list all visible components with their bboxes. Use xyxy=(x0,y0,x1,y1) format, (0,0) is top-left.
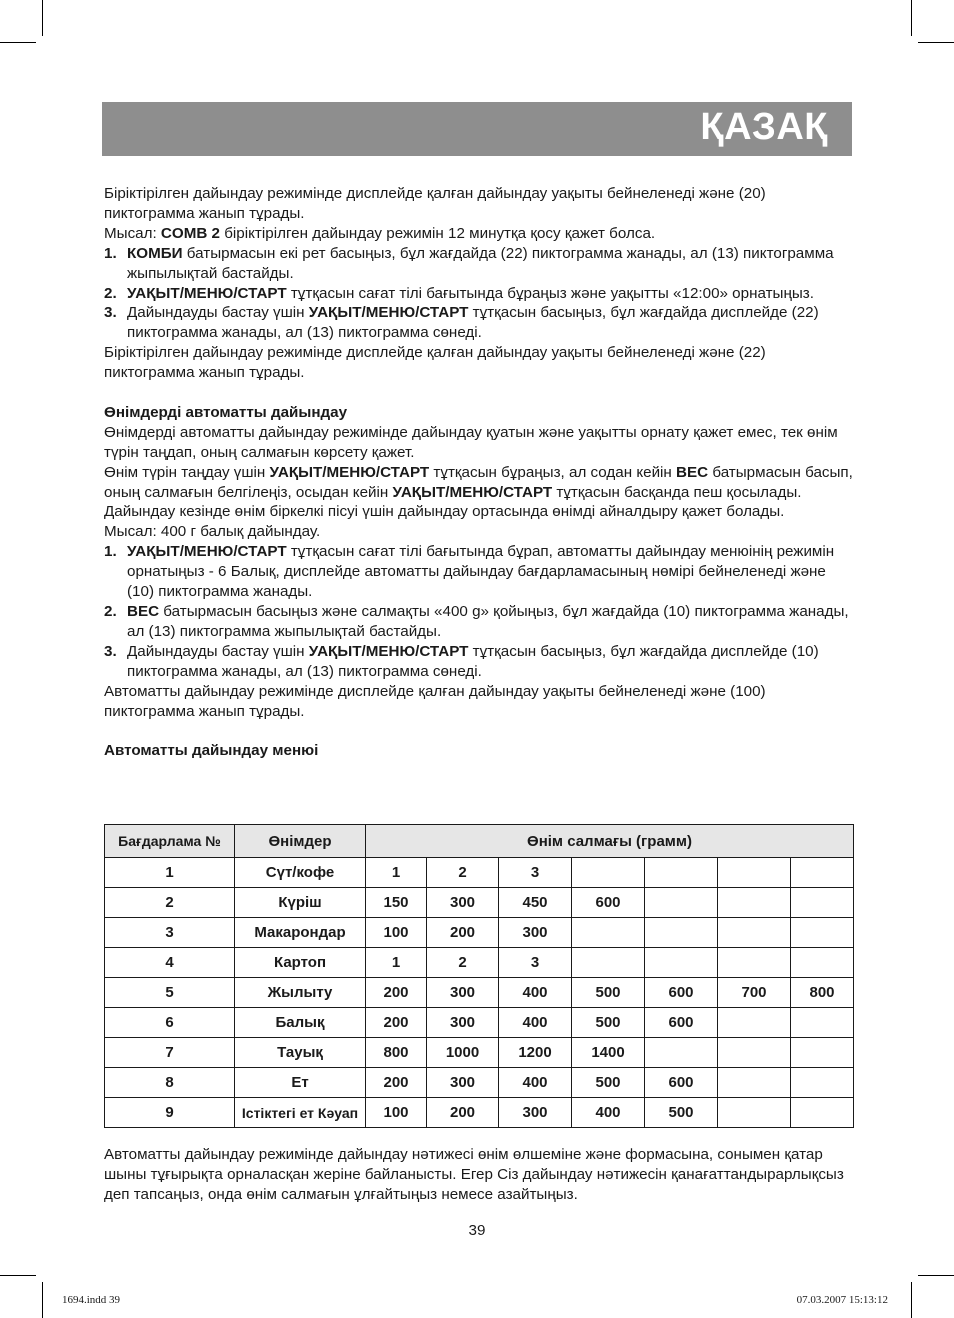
example-line: Мысал: 400 г балық дайындау. xyxy=(104,523,321,541)
weight-cell xyxy=(791,918,854,948)
weight-cell xyxy=(718,1008,791,1038)
weight-cell xyxy=(791,888,854,918)
weight-cell: 300 xyxy=(427,888,499,918)
weight-cell xyxy=(718,1068,791,1098)
page-number: 39 xyxy=(468,1222,486,1239)
product-cell: Жылыту xyxy=(235,978,366,1008)
table-row xyxy=(105,948,854,978)
header-program: Бағдарлама № xyxy=(105,825,235,858)
program-number-cell: 9 xyxy=(105,1098,235,1128)
timestamp-label: 07.03.2007 15:13:12 xyxy=(796,1294,888,1306)
table-row xyxy=(105,978,854,1008)
weight-cell: 600 xyxy=(572,888,645,918)
paragraph: Өнімдерді автоматты дайындау режимінде дайындау қуатын және уақытты орнату қажет емес, тек өнім түрін таңдап, оның салмағын көрсету қажет. xyxy=(104,423,838,461)
weight-cell: 1400 xyxy=(572,1038,645,1068)
product-cell: Істіктегі ет Кәуап xyxy=(235,1098,366,1128)
weight-cell xyxy=(718,1038,791,1068)
weight-cell xyxy=(645,888,718,918)
program-number-cell: 1 xyxy=(105,858,235,888)
program-number-cell: 8 xyxy=(105,1068,235,1098)
weight-cell xyxy=(718,888,791,918)
weight-cell: 600 xyxy=(645,1008,718,1038)
weight-cell xyxy=(718,1098,791,1128)
weight-cell: 1 xyxy=(366,858,427,888)
weight-cell: 500 xyxy=(645,1098,718,1128)
section-title: Өнімдерді автоматты дайындау xyxy=(104,403,348,421)
weight-cell: 500 xyxy=(572,1008,645,1038)
product-cell: Тауық xyxy=(235,1038,366,1068)
section-title: Автоматты дайындау менюі xyxy=(104,742,319,760)
language-header-bar xyxy=(102,102,852,156)
weight-cell xyxy=(718,858,791,888)
weight-cell xyxy=(791,1068,854,1098)
crop-mark xyxy=(42,0,43,36)
weight-cell xyxy=(645,1038,718,1068)
bottom-text xyxy=(104,1145,854,1205)
weight-cell xyxy=(718,948,791,978)
crop-mark xyxy=(911,0,912,36)
weight-cell: 600 xyxy=(645,978,718,1008)
weight-cell: 450 xyxy=(499,888,572,918)
language-title: ҚАЗАҚ xyxy=(700,106,828,148)
header-products: Өнімдер xyxy=(235,825,366,858)
program-number-cell: 4 xyxy=(105,948,235,978)
weight-cell: 500 xyxy=(572,978,645,1008)
list-item: 1. УАҚЫТ/МЕНЮ/СТАРТ тұтқасын сағат тілі бағытында бұрап, автоматты дайындау менюінің режимін орнатыңыз - 6 Балық, дисплейде автоматты дайындау бағдарламасының нөмірі бейнеленеді және (10) пиктограмма жанады. xyxy=(104,543,835,601)
weight-cell: 2 xyxy=(427,858,499,888)
table-row xyxy=(105,858,854,888)
weight-cell xyxy=(791,1038,854,1068)
weight-cell: 700 xyxy=(718,978,791,1008)
weight-cell xyxy=(572,918,645,948)
crop-mark xyxy=(0,1275,36,1276)
weight-cell: 400 xyxy=(572,1098,645,1128)
weight-cell: 300 xyxy=(427,978,499,1008)
weight-cell: 3 xyxy=(499,948,572,978)
table-row xyxy=(105,1098,854,1128)
weight-cell xyxy=(791,1008,854,1038)
weight-cell: 150 xyxy=(366,888,427,918)
weight-cell: 400 xyxy=(499,978,572,1008)
example-line: Мысал: COMB 2 біріктірілген дайындау режимін 12 минутқа қосу қажет болса. xyxy=(104,224,656,242)
paragraph: Дайындау кезінде өнім біркелкі пісуі үшін дайындау ортасында өнімді айналдыру қажет болады. xyxy=(104,503,785,521)
weight-cell: 2 xyxy=(427,948,499,978)
weight-cell xyxy=(718,918,791,948)
weight-cell: 100 xyxy=(366,1098,427,1128)
weight-cell xyxy=(572,858,645,888)
weight-cell: 200 xyxy=(427,1098,499,1128)
weight-cell: 500 xyxy=(572,1068,645,1098)
program-number-cell: 3 xyxy=(105,918,235,948)
weight-cell: 800 xyxy=(366,1038,427,1068)
table-row xyxy=(105,1038,854,1068)
list-item: 2. ВЕС батырмасын басыңыз және салмақты «400 g» қойыңыз, бұл жағдайда (10) пиктограмма жанады, ал (13) пиктограмма жыпылықтай бастайды. xyxy=(104,603,849,640)
product-cell: Картоп xyxy=(235,948,366,978)
list-item: 1. КОМБИ батырмасын екі рет басыңыз, бұл жағдайда (22) пиктограмма жанады, ал (13) пиктограмма жыпылықтай бастайды. xyxy=(104,244,834,282)
weight-cell: 200 xyxy=(366,1008,427,1038)
table-row xyxy=(105,888,854,918)
weight-cell: 300 xyxy=(499,1098,572,1128)
weight-cell: 200 xyxy=(427,918,499,948)
crop-mark xyxy=(918,1275,954,1276)
weight-cell xyxy=(791,1098,854,1128)
program-number-cell: 5 xyxy=(105,978,235,1008)
weight-cell: 300 xyxy=(427,1068,499,1098)
weight-cell xyxy=(572,948,645,978)
table-row xyxy=(105,918,854,948)
paragraph: Автоматты дайындау режимінде дайындау нәтижесі өнім өлшеміне және формасына, сонымен қатар шыны тұғырықта орналасқан жеріне байланысты. Егер Сіз дайындау нәтижесін қанағаттандырарлықсыз деп тапсаңыз, онда өнім салмағын ұлғайтыңыз немесе азайтыңыз. xyxy=(104,1146,844,1203)
crop-mark xyxy=(918,42,954,43)
paragraph: Автоматты дайындау режимінде дисплейде қалған дайындау уақыты бейнеленеді және (100) пиктограмма жанып тұрады. xyxy=(104,682,766,720)
crop-mark xyxy=(911,1282,912,1318)
product-cell: Макарондар xyxy=(235,918,366,948)
auto-cook-menu-table xyxy=(104,824,854,1128)
weight-cell: 200 xyxy=(366,1068,427,1098)
weight-cell: 1200 xyxy=(499,1038,572,1068)
file-label: 1694.indd 39 xyxy=(62,1294,121,1306)
weight-cell xyxy=(791,948,854,978)
program-number-cell: 7 xyxy=(105,1038,235,1068)
weight-cell xyxy=(791,858,854,888)
product-cell: Ет xyxy=(235,1068,366,1098)
main-text xyxy=(104,184,854,761)
crop-mark xyxy=(42,1282,43,1318)
paragraph: Біріктірілген дайындау режимінде дисплейде қалған дайындау уақыты бейнеленеді және (22) пиктограмма жанып тұрады. xyxy=(104,344,766,382)
list-item: 3. Дайындауды бастау үшін УАҚЫТ/МЕНЮ/СТАРТ тұтқасын басыңыз, бұл жағдайда дисплейде (22) пиктограмма жанады, ал (13) пиктограмма сөнеді. xyxy=(104,304,819,342)
product-cell: Балық xyxy=(235,1008,366,1038)
weight-cell: 100 xyxy=(366,918,427,948)
product-cell: Күріш xyxy=(235,888,366,918)
weight-cell: 200 xyxy=(366,978,427,1008)
header-weight: Өнім салмағы (грамм) xyxy=(366,825,854,858)
weight-cell: 400 xyxy=(499,1068,572,1098)
table-row xyxy=(105,1008,854,1038)
weight-cell xyxy=(645,918,718,948)
weight-cell: 600 xyxy=(645,1068,718,1098)
paragraph: Өнім түрін таңдау үшін УАҚЫТ/МЕНЮ/СТАРТ тұтқасын бұраңыз, ал содан кейін ВЕС батырмасын басып, оның салмағын белгілеңіз, осыдан кейін УАҚЫТ/МЕНЮ/СТАРТ тұтқасын басқанда пеш қосылады. xyxy=(104,463,853,501)
list-item: 2. УАҚЫТ/МЕНЮ/СТАРТ тұтқасын сағат тілі бағытында бұраңыз және уақытты «12:00» орнатыңыз. xyxy=(104,284,814,302)
weight-cell xyxy=(645,858,718,888)
weight-cell: 1000 xyxy=(427,1038,499,1068)
weight-cell: 800 xyxy=(791,978,854,1008)
weight-cell: 3 xyxy=(499,858,572,888)
crop-mark xyxy=(0,42,36,43)
weight-cell: 300 xyxy=(499,918,572,948)
weight-cell: 300 xyxy=(427,1008,499,1038)
program-number-cell: 2 xyxy=(105,888,235,918)
table-row xyxy=(105,1068,854,1098)
weight-cell xyxy=(645,948,718,978)
list-item: 3. Дайындауды бастау үшін УАҚЫТ/МЕНЮ/СТАРТ тұтқасын басыңыз, бұл жағдайда дисплейде (10) пиктограмма жанады, ал (13) пиктограмма сөнеді. xyxy=(104,642,819,680)
product-cell: Сүт/кофе xyxy=(235,858,366,888)
weight-cell: 1 xyxy=(366,948,427,978)
paragraph: Біріктірілген дайындау режимінде дисплейде қалған дайындау уақыты бейнеленеді және (20) пиктограмма жанып тұрады. xyxy=(104,185,766,222)
program-number-cell: 6 xyxy=(105,1008,235,1038)
weight-cell: 400 xyxy=(499,1008,572,1038)
